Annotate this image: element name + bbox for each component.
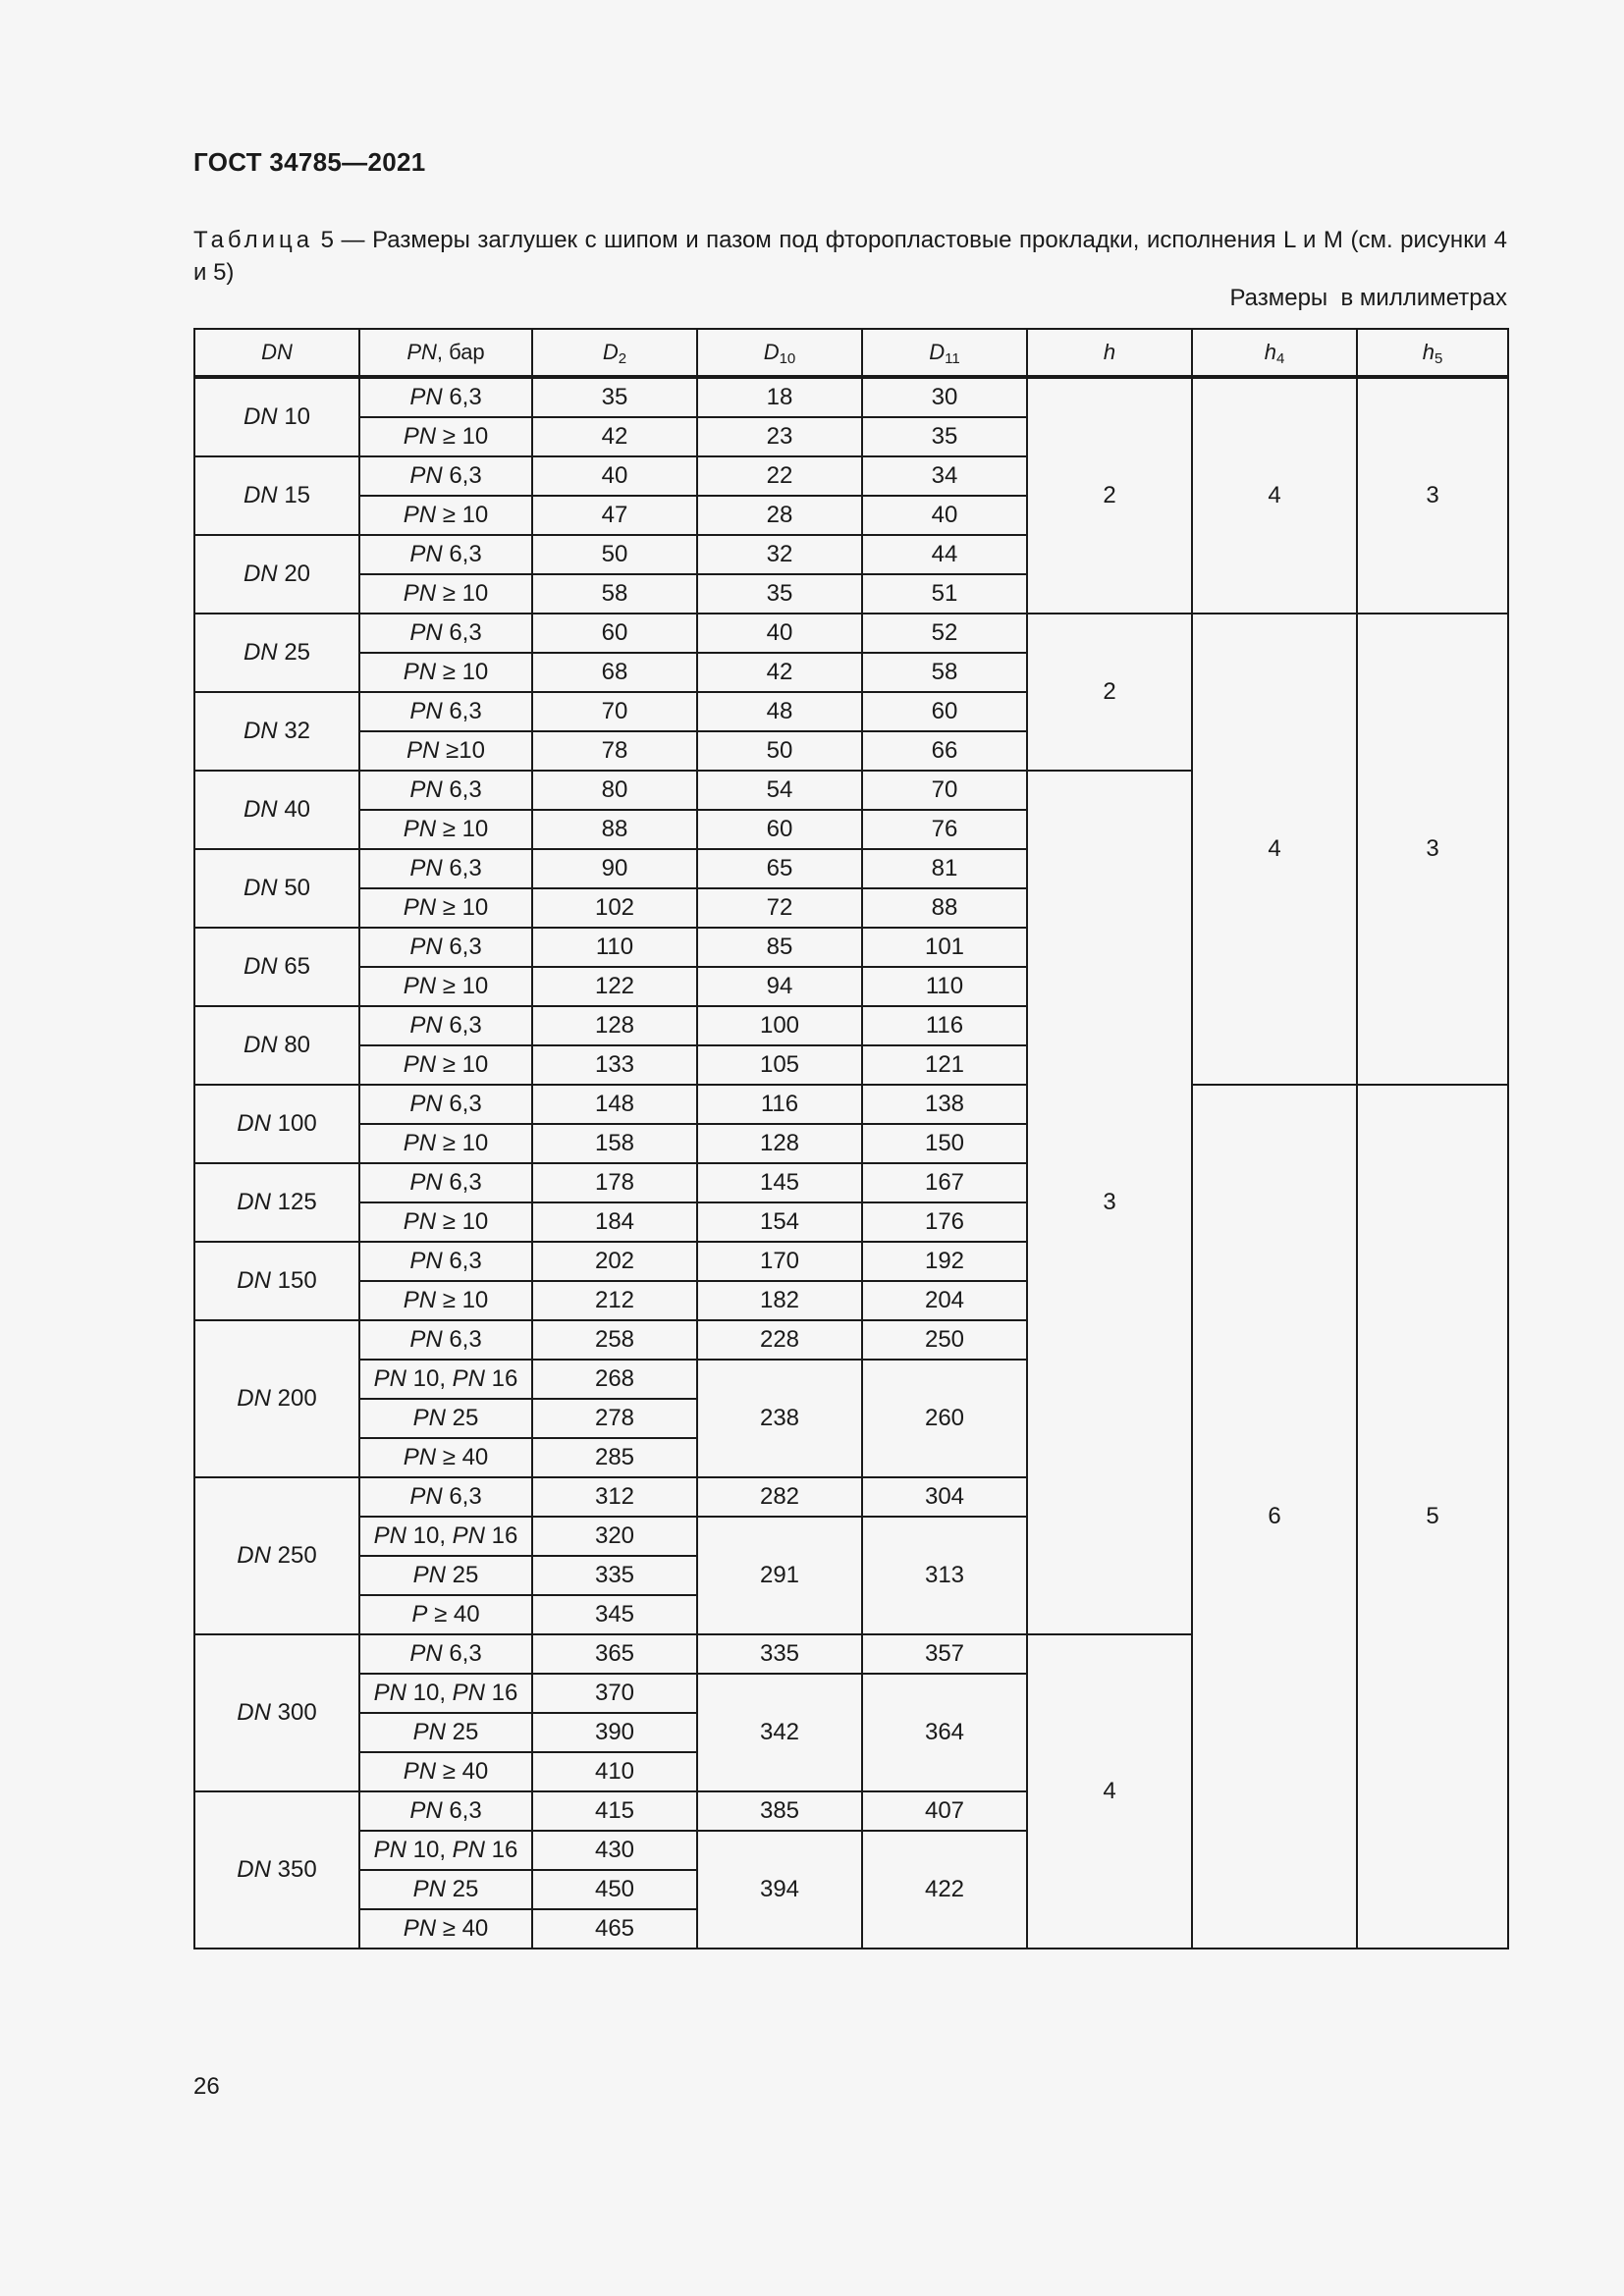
d11-cell: 422	[862, 1831, 1027, 1949]
dn-label: DN	[243, 875, 278, 901]
pn-cell: PN 6,3	[359, 377, 532, 417]
d11-cell: 250	[862, 1320, 1027, 1360]
d10-cell: 170	[697, 1242, 862, 1281]
d10-cell: 145	[697, 1163, 862, 1202]
pn-cell: PN 6,3	[359, 1477, 532, 1517]
d2-cell: 78	[532, 731, 697, 771]
d11-cell: 76	[862, 810, 1027, 849]
d10-cell: 85	[697, 928, 862, 967]
d10-cell: 228	[697, 1320, 862, 1360]
dn-cell	[194, 1634, 359, 1791]
document-header: ГОСТ 34785—2021	[193, 147, 426, 177]
pn-cell: PN 10, PN 16	[359, 1360, 532, 1399]
dn-value: 65	[284, 953, 311, 980]
dimensions-table	[193, 328, 1509, 1949]
d11-cell: 30	[862, 377, 1027, 417]
d11-cell: 304	[862, 1477, 1027, 1517]
d10-cell: 394	[697, 1831, 862, 1949]
table-row	[194, 377, 1508, 417]
table-caption	[193, 224, 1507, 289]
h4-cell: 4	[1192, 614, 1357, 1085]
dn-label: DN	[237, 1110, 271, 1137]
pn-cell: PN 6,3	[359, 1320, 532, 1360]
d10-cell: 154	[697, 1202, 862, 1242]
pn-cell: PN 10, PN 16	[359, 1674, 532, 1713]
d2-cell: 102	[532, 888, 697, 928]
dn-cell	[194, 692, 359, 771]
pn-cell: PN ≥ 10	[359, 810, 532, 849]
h5-cell: 3	[1357, 614, 1508, 1085]
d2-cell: 345	[532, 1595, 697, 1634]
dn-value: 15	[284, 482, 311, 508]
d10-cell: 385	[697, 1791, 862, 1831]
dn-value: 80	[284, 1032, 311, 1058]
d2-cell: 365	[532, 1634, 697, 1674]
d11-cell: 60	[862, 692, 1027, 731]
d11-cell: 110	[862, 967, 1027, 1006]
pn-cell: PN 6,3	[359, 1791, 532, 1831]
d2-cell: 415	[532, 1791, 697, 1831]
d10-cell: 100	[697, 1006, 862, 1045]
d11-cell: 121	[862, 1045, 1027, 1085]
dn-cell	[194, 1085, 359, 1163]
h-cell: 2	[1027, 377, 1192, 614]
d10-cell: 94	[697, 967, 862, 1006]
pn-cell: PN 6,3	[359, 1163, 532, 1202]
pn-cell: PN 10, PN 16	[359, 1517, 532, 1556]
d11-cell: 150	[862, 1124, 1027, 1163]
pn-cell: PN ≥ 40	[359, 1438, 532, 1477]
d2-cell: 122	[532, 967, 697, 1006]
d10-cell: 40	[697, 614, 862, 653]
d10-cell: 48	[697, 692, 862, 731]
d11-cell: 192	[862, 1242, 1027, 1281]
d10-cell: 60	[697, 810, 862, 849]
dn-cell	[194, 1163, 359, 1242]
d2-cell: 40	[532, 456, 697, 496]
d10-cell: 128	[697, 1124, 862, 1163]
d11-cell: 81	[862, 849, 1027, 888]
h4-cell: 4	[1192, 377, 1357, 614]
dn-value: 100	[277, 1110, 317, 1137]
d2-cell: 410	[532, 1752, 697, 1791]
d2-cell: 465	[532, 1909, 697, 1949]
header-h4: $h_4$	[1192, 329, 1357, 377]
d11-cell: 70	[862, 771, 1027, 810]
dn-label: DN	[243, 1032, 278, 1058]
h4-cell: 6	[1192, 1085, 1357, 1949]
dn-value: 150	[277, 1267, 317, 1294]
d11-cell: 260	[862, 1360, 1027, 1477]
table-header-row	[194, 329, 1508, 377]
pn-cell: PN 6,3	[359, 1085, 532, 1124]
d10-cell: 23	[697, 417, 862, 456]
d11-cell: 66	[862, 731, 1027, 771]
d11-cell: 167	[862, 1163, 1027, 1202]
d2-cell: 68	[532, 653, 697, 692]
h5-cell: 5	[1357, 1085, 1508, 1949]
d2-cell: 148	[532, 1085, 697, 1124]
dn-cell	[194, 771, 359, 849]
d11-cell: 35	[862, 417, 1027, 456]
d10-cell: 28	[697, 496, 862, 535]
pn-cell: PN 6,3	[359, 456, 532, 496]
dn-label: DN	[243, 482, 278, 508]
table-label: Таблица	[193, 227, 314, 253]
table-row	[194, 614, 1508, 653]
units-note: Размеры в миллиметрах	[1229, 285, 1507, 311]
d2-cell: 312	[532, 1477, 697, 1517]
dn-label: DN	[237, 1385, 271, 1412]
d11-cell: 204	[862, 1281, 1027, 1320]
d11-cell: 58	[862, 653, 1027, 692]
pn-cell: PN ≥ 40	[359, 1752, 532, 1791]
pn-cell: PN 6,3	[359, 849, 532, 888]
d2-cell: 42	[532, 417, 697, 456]
d10-cell: 32	[697, 535, 862, 574]
d11-cell: 138	[862, 1085, 1027, 1124]
pn-cell: PN ≥ 10	[359, 653, 532, 692]
dn-label: DN	[237, 1699, 271, 1726]
pn-cell: PN ≥ 10	[359, 1045, 532, 1085]
d10-cell: 238	[697, 1360, 862, 1477]
h-cell: 2	[1027, 614, 1192, 771]
d10-cell: 50	[697, 731, 862, 771]
header-d10: $D_{10}$	[697, 329, 862, 377]
pn-cell: PN ≥ 10	[359, 417, 532, 456]
d2-cell: 158	[532, 1124, 697, 1163]
d10-cell: 291	[697, 1517, 862, 1634]
pn-cell: PN ≥ 10	[359, 888, 532, 928]
pn-cell: PN ≥ 40	[359, 1909, 532, 1949]
d2-cell: 88	[532, 810, 697, 849]
header-h5: $h_5$	[1357, 329, 1508, 377]
d11-cell: 51	[862, 574, 1027, 614]
header-d2: $D_2$	[532, 329, 697, 377]
pn-cell: PN 6,3	[359, 1634, 532, 1674]
dn-value: 350	[277, 1856, 317, 1883]
d11-cell: 407	[862, 1791, 1027, 1831]
d11-cell: 88	[862, 888, 1027, 928]
pn-cell: PN 25	[359, 1399, 532, 1438]
pn-cell: PN 25	[359, 1556, 532, 1595]
dn-label: DN	[237, 1189, 271, 1215]
d2-cell: 184	[532, 1202, 697, 1242]
d2-cell: 278	[532, 1399, 697, 1438]
dn-value: 200	[277, 1385, 317, 1412]
dn-cell	[194, 849, 359, 928]
h-cell: 4	[1027, 1634, 1192, 1949]
dn-label: DN	[243, 561, 278, 587]
header-d11: $D_{11}$	[862, 329, 1027, 377]
dn-value: 300	[277, 1699, 317, 1726]
pn-cell: PN 6,3	[359, 1006, 532, 1045]
d2-cell: 128	[532, 1006, 697, 1045]
d2-cell: 450	[532, 1870, 697, 1909]
d10-cell: 342	[697, 1674, 862, 1791]
dn-label: DN	[243, 639, 278, 666]
pn-cell: PN 6,3	[359, 771, 532, 810]
d2-cell: 268	[532, 1360, 697, 1399]
d10-cell: 22	[697, 456, 862, 496]
d2-cell: 370	[532, 1674, 697, 1713]
d2-cell: 110	[532, 928, 697, 967]
dn-value: 50	[284, 875, 311, 901]
dn-value: 40	[284, 796, 311, 823]
pn-cell: PN 10, PN 16	[359, 1831, 532, 1870]
d2-cell: 80	[532, 771, 697, 810]
d2-cell: 47	[532, 496, 697, 535]
dn-cell	[194, 614, 359, 692]
pn-cell: PN 25	[359, 1870, 532, 1909]
d10-cell: 182	[697, 1281, 862, 1320]
dn-cell	[194, 1320, 359, 1477]
dn-value: 10	[284, 403, 311, 430]
d11-cell: 357	[862, 1634, 1027, 1674]
dn-label: DN	[243, 718, 278, 744]
dn-cell	[194, 928, 359, 1006]
pn-cell: PN 6,3	[359, 1242, 532, 1281]
dn-label: DN	[237, 1542, 271, 1569]
d2-cell: 50	[532, 535, 697, 574]
d11-cell: 34	[862, 456, 1027, 496]
dn-label: DN	[243, 403, 278, 430]
pn-cell: PN 6,3	[359, 692, 532, 731]
d2-cell: 202	[532, 1242, 697, 1281]
d10-cell: 54	[697, 771, 862, 810]
header-h: h	[1027, 329, 1192, 377]
d10-cell: 335	[697, 1634, 862, 1674]
dn-label: DN	[243, 796, 278, 823]
d10-cell: 35	[697, 574, 862, 614]
dn-cell	[194, 1791, 359, 1949]
dn-value: 25	[284, 639, 311, 666]
pn-cell: PN ≥ 10	[359, 967, 532, 1006]
dn-cell	[194, 535, 359, 614]
d2-cell: 285	[532, 1438, 697, 1477]
pn-cell: PN 6,3	[359, 928, 532, 967]
d2-cell: 90	[532, 849, 697, 888]
h-cell: 3	[1027, 771, 1192, 1634]
d2-cell: 320	[532, 1517, 697, 1556]
dn-value: 32	[284, 718, 311, 744]
pn-cell: P ≥ 40	[359, 1595, 532, 1634]
d2-cell: 390	[532, 1713, 697, 1752]
pn-cell: PN ≥ 10	[359, 1202, 532, 1242]
dn-value: 20	[284, 561, 311, 587]
h5-cell: 3	[1357, 377, 1508, 614]
table-caption-text: 5 — Размеры заглушек с шипом и пазом под фторопластовые прокладки, исполнения L и M (см. рисунки 4 и 5)	[193, 227, 1507, 286]
pn-cell: PN ≥ 10	[359, 1281, 532, 1320]
dn-cell	[194, 456, 359, 535]
dn-cell	[194, 1006, 359, 1085]
d10-cell: 18	[697, 377, 862, 417]
d2-cell: 178	[532, 1163, 697, 1202]
d11-cell: 101	[862, 928, 1027, 967]
d2-cell: 58	[532, 574, 697, 614]
pn-cell: PN 6,3	[359, 614, 532, 653]
d2-cell: 70	[532, 692, 697, 731]
pn-cell: PN ≥ 10	[359, 574, 532, 614]
d11-cell: 313	[862, 1517, 1027, 1634]
d10-cell: 42	[697, 653, 862, 692]
dn-value: 125	[277, 1189, 317, 1215]
d2-cell: 258	[532, 1320, 697, 1360]
pn-cell: PN ≥ 10	[359, 496, 532, 535]
page-number: 26	[193, 2073, 220, 2100]
d2-cell: 60	[532, 614, 697, 653]
d11-cell: 52	[862, 614, 1027, 653]
pn-cell: PN ≥ 10	[359, 1124, 532, 1163]
d10-cell: 72	[697, 888, 862, 928]
header-dn: DN	[194, 329, 359, 377]
pn-cell: PN 6,3	[359, 535, 532, 574]
header-pn: PN, бар	[359, 329, 532, 377]
d11-cell: 44	[862, 535, 1027, 574]
d2-cell: 335	[532, 1556, 697, 1595]
d11-cell: 40	[862, 496, 1027, 535]
dn-label: DN	[237, 1856, 271, 1883]
d2-cell: 35	[532, 377, 697, 417]
dn-cell	[194, 1477, 359, 1634]
d11-cell: 364	[862, 1674, 1027, 1791]
table-row	[194, 1085, 1508, 1124]
d11-cell: 176	[862, 1202, 1027, 1242]
d2-cell: 212	[532, 1281, 697, 1320]
dn-cell	[194, 377, 359, 456]
pn-cell: PN 25	[359, 1713, 532, 1752]
d10-cell: 116	[697, 1085, 862, 1124]
dn-label: DN	[237, 1267, 271, 1294]
d10-cell: 105	[697, 1045, 862, 1085]
d11-cell: 116	[862, 1006, 1027, 1045]
d2-cell: 430	[532, 1831, 697, 1870]
dn-label: DN	[243, 953, 278, 980]
d10-cell: 282	[697, 1477, 862, 1517]
dn-cell	[194, 1242, 359, 1320]
pn-cell: PN ≥10	[359, 731, 532, 771]
d2-cell: 133	[532, 1045, 697, 1085]
d10-cell: 65	[697, 849, 862, 888]
dn-value: 250	[277, 1542, 317, 1569]
